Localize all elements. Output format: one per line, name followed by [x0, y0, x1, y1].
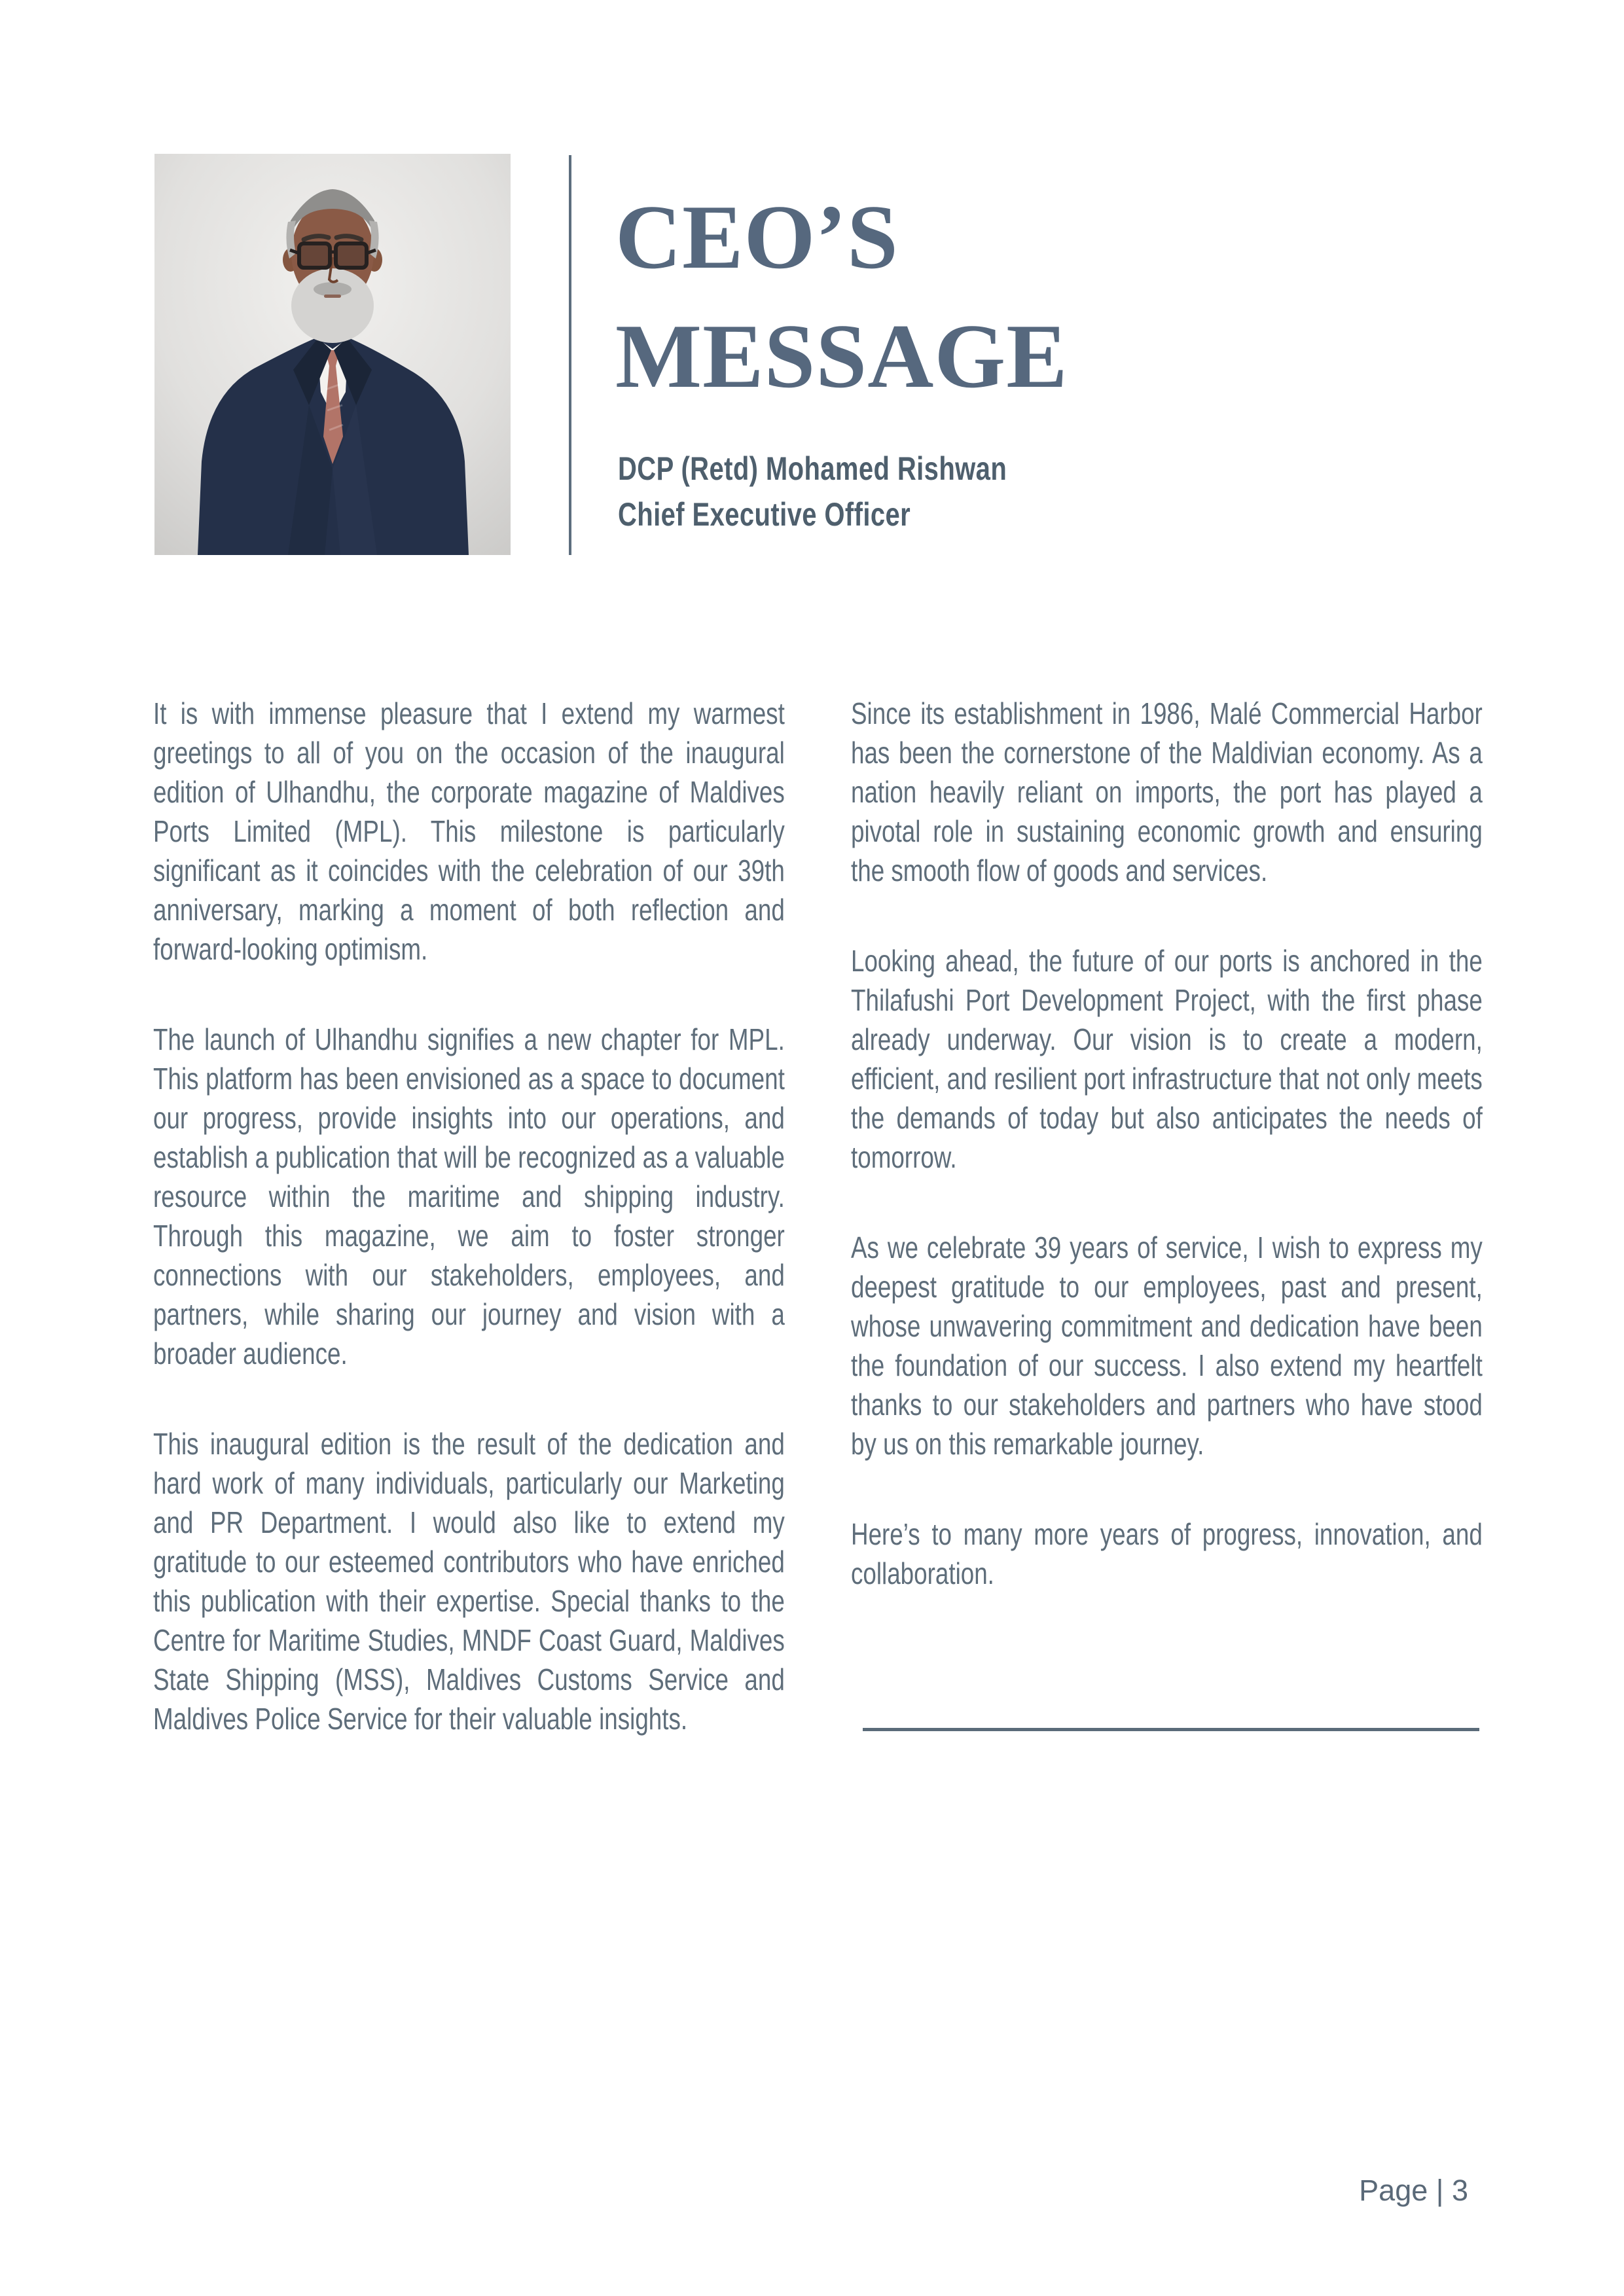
beard	[291, 268, 374, 343]
paragraph: Looking ahead, the future of our ports is anchored in the Thilafushi Port Development Project, with the first phase already underway. Our vision is to create a modern, efficient, and resilient port infrastructure that not only meets the demands of today but also anticipates the needs of tomorrow.	[851, 944, 1483, 1174]
paragraph: The launch of Ulhandhu signifies a new chapter for MPL. This platform has been envisioned as a space to document our progress, provide insights into our operations, and establish a publication that will be recognized as a valuable resource within the maritime and shipping industry. Through this magazine, we aim to foster stronger connections with our stakeholders, employees, and partners, while sharing our journey and vision with a broader audience.	[153, 1022, 785, 1371]
paragraph: Since its establishment in 1986, Malé Commercial Harbor has been the cornerstone of the Maldivian economy. As a nation heavily reliant on imports, the port has played a pivotal role in sustaining economic growth and ensuring the smooth flow of goods and services.	[851, 696, 1483, 888]
article-right-column	[851, 694, 1483, 1644]
paragraph: Here’s to many more years of progress, innovation, and collaboration.	[851, 1517, 1483, 1590]
mouth	[324, 295, 341, 298]
paragraph: As we celebrate 39 years of service, I wish to express my deepest gratitude to our employees, past and present, whose unwavering commitment and dedication have been the foundation of our success. I also extend my heartfelt thanks to our stakeholders and partners who have stood by us on this remarkable journey.	[851, 1230, 1483, 1461]
article-left-column	[153, 694, 785, 1789]
mustache	[314, 282, 352, 296]
person-block	[618, 446, 1007, 537]
page-title	[615, 178, 1068, 416]
page-title-line2: MESSAGE	[615, 306, 1068, 407]
person-role: Chief Executive Officer	[618, 496, 911, 533]
person-name: DCP (Retd) Mohamed Rishwan	[618, 450, 1007, 487]
page-number: Page | 3	[1359, 2174, 1468, 2207]
paragraph: This inaugural edition is the result of the dedication and hard work of many individuals, particularly our Marketing and PR Department. I would also like to extend my gratitude to our esteemed contributors who have enriched this publication with their expertise. Special thanks to the Centre for Maritime Studies, MNDF Coast Guard, Maldives State Shipping (MSS), Maldives Customs Service and Maldives Police Service for their valuable insights.	[153, 1427, 785, 1736]
paragraph: It is with immense pleasure that I extend my warmest greetings to all of you on the occasion of the inaugural edition of Ulhandhu, the corporate magazine of Maldives Ports Limited (MPL). This milestone is particularly significant as it coincides with the celebration of our 39th anniversary, marking a moment of both reflection and forward-looking optimism.	[153, 696, 785, 966]
page-title-line1: CEO’S	[615, 187, 899, 288]
ceo-portrait-photo	[154, 154, 511, 555]
signature-rule	[863, 1728, 1479, 1731]
vertical-divider-line	[569, 155, 571, 555]
ceo-portrait-illustration	[154, 154, 511, 555]
